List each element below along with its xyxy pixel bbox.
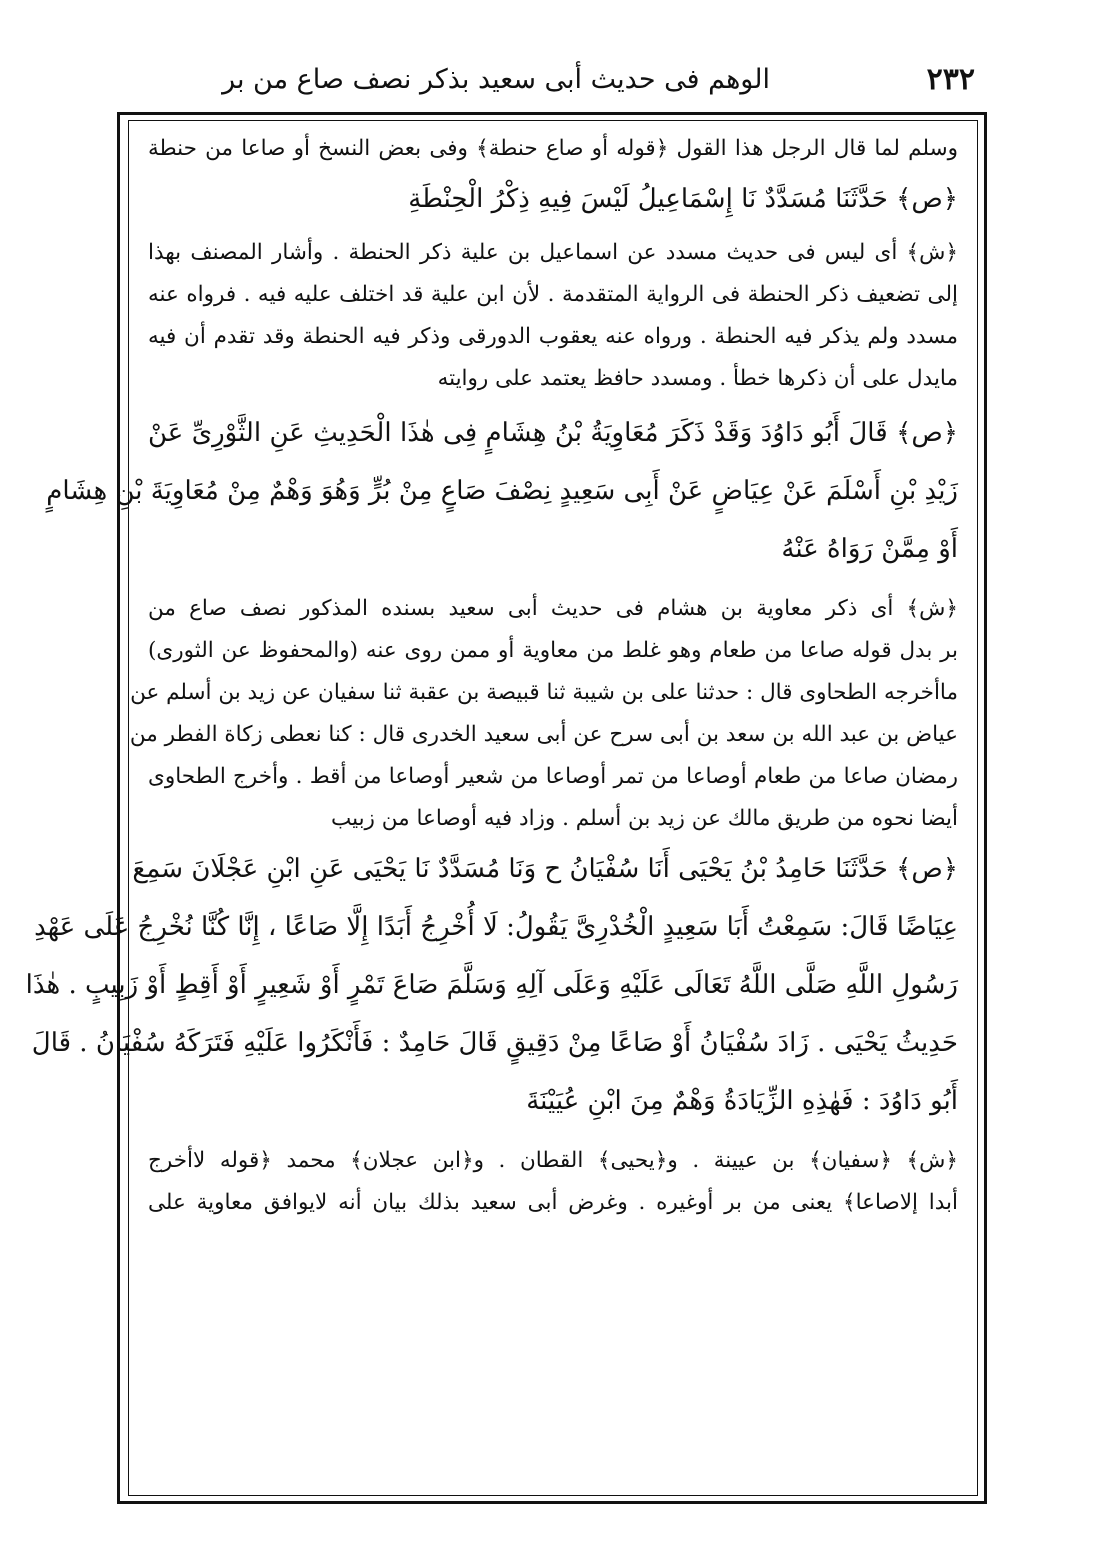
text-line: ماأخرجه الطحاوى قال : حدثنا على بن شيبة ثنا قبيصة بن عقبة ثنا سفيان عن زيد بن أسلم عن <box>130 680 958 705</box>
text-line: رمضان صاعا من طعام أوصاعا من تمر أوصاعا من شعير أوصاعا من أقط . وأخرج الطحاوى <box>148 764 958 789</box>
text-line: عياض بن عبد الله بن سعد بن أبى سرح عن أبى سعيد الخدرى قال : كنا نعطى زكاة الفطر من <box>129 722 958 747</box>
hadith-text-3 <box>25 840 958 1130</box>
text-line: ﴿ش﴾ أى ذكر معاوية بن هشام فى حديث أبى سعيد بسنده المذكور نصف صاع من <box>148 596 958 621</box>
text-line: ﴿ص﴾ قَالَ أَبُو دَاوُدَ وَقَدْ ذَكَرَ مُعَاوِيَةُ بْنُ هِشَامٍ فِى هٰذَا الْحَدِيثِ عَنِ الثَّوْرِىِّ عَنْ <box>148 418 958 448</box>
text-line: وسلم لما قال الرجل هذا القول ﴿قوله أو صاع حنطة﴾ وفى بعض النسخ أو صاعا من حنطة <box>148 136 958 161</box>
page-header <box>115 62 975 106</box>
text-line: ﴿ص﴾ حَدَّثَنَا مُسَدَّدٌ نَا إِسْمَاعِيلُ لَيْسَ فِيهِ ذِكْرُ الْحِنْطَةِ <box>408 184 958 214</box>
page-body <box>25 128 958 1224</box>
text-line: عِيَاضًا قَالَ: سَمِعْتُ أَبَا سَعِيدٍ الْخُدْرِىَّ يَقُولُ: لَا أُخْرِجُ أَبَدًا إِلَّا صَاعًا ، إِنَّا كُنَّا نُخْرِجُ عَلَى عَهْدِ <box>34 912 958 942</box>
commentary-paragraph-2 <box>148 232 958 400</box>
commentary-paragraph-4 <box>148 1140 958 1224</box>
text-line: حَدِيثُ يَحْيَى . زَادَ سُفْيَانُ أَوْ صَاعًا مِنْ دَقِيقٍ قَالَ حَامِدٌ : فَأَنْكَرُوا عَلَيْهِ فَتَرَكَهُ سُفْيَانُ . قَالَ <box>31 1028 958 1058</box>
text-line: أيضا نحوه من طريق مالك عن زيد بن أسلم . وزاد فيه أوصاعا من زبيب <box>330 806 958 831</box>
hadith-text-2 <box>46 404 958 578</box>
hadith-text-1 <box>148 170 958 228</box>
text-line: أَبُو دَاوُدَ : فَهٰذِهِ الزِّيَادَةُ وَهْمٌ مِنَ ابْنِ عُيَيْنَةَ <box>526 1086 958 1116</box>
text-line: أَوْ مِمَّنْ رَوَاهُ عَنْهُ <box>781 534 958 564</box>
text-line: إلى تضعيف ذكر الحنطة فى الرواية المتقدمة . لأن ابن علية قد اختلف عليه فيه . فرواه عنه <box>148 282 958 307</box>
commentary-paragraph-1 <box>148 128 958 170</box>
text-line: بر بدل قوله صاعا من طعام وهو غلط من معاوية أو ممن روى عنه (والمحفوظ عن الثورى) <box>148 638 958 663</box>
text-line: زَيْدِ بْنِ أَسْلَمَ عَنْ عِيَاضٍ عَنْ أَبِى سَعِيدٍ نِصْفَ صَاعٍ مِنْ بُرٍّ وَهُوَ وَهْمٌ مِنْ مُعَاوِيَةَ بْنِ هِشَامٍ <box>46 476 958 506</box>
text-line: رَسُولِ اللَّهِ صَلَّى اللَّهُ تَعَالَى عَلَيْهِ وَعَلَى آلِهِ وَسَلَّمَ صَاعَ تَمْرٍ أَوْ شَعِيرٍ أَوْ أَقِطٍ أَوْ زَبِيبٍ . هٰذَا <box>25 970 958 1000</box>
commentary-paragraph-3 <box>129 588 958 840</box>
text-line: مايدل على أن ذكرها خطأ . ومسدد حافظ يعتمد على روايته <box>437 366 958 391</box>
running-title: الوهم فى حديث أبى سعيد بذكر نصف صاع من بر <box>222 64 770 95</box>
text-line: ﴿ش﴾ أى ليس فى حديث مسدد عن اسماعيل بن علية ذكر الحنطة . وأشار المصنف بهذا <box>148 240 958 265</box>
text-line: أبدا إلاصاعا﴾ يعنى من بر أوغيره . وغرض أبى سعيد بذلك بيان أنه لايوافق معاوية على <box>148 1190 958 1215</box>
text-line: ﴿ص﴾ حَدَّثَنَا حَامِدُ بْنُ يَحْيَى أَنَا سُفْيَانُ ح وَنَا مُسَدَّدٌ نَا يَحْيَى عَنِ ابْنِ عَجْلَانَ سَمِعَ <box>132 854 958 884</box>
page-number: ٢٣٢ <box>926 62 975 97</box>
text-line: مسدد ولم يذكر فيه الحنطة . ورواه عنه يعقوب الدورقى وذكر فيه الحنطة وقد تقدم أن فيه <box>148 324 958 349</box>
text-line: ﴿ش﴾ ﴿سفيان﴾ بن عيينة . و﴿يحيى﴾ القطان . و﴿ابن عجلان﴾ محمد ﴿قوله لاأخرج <box>148 1148 958 1173</box>
